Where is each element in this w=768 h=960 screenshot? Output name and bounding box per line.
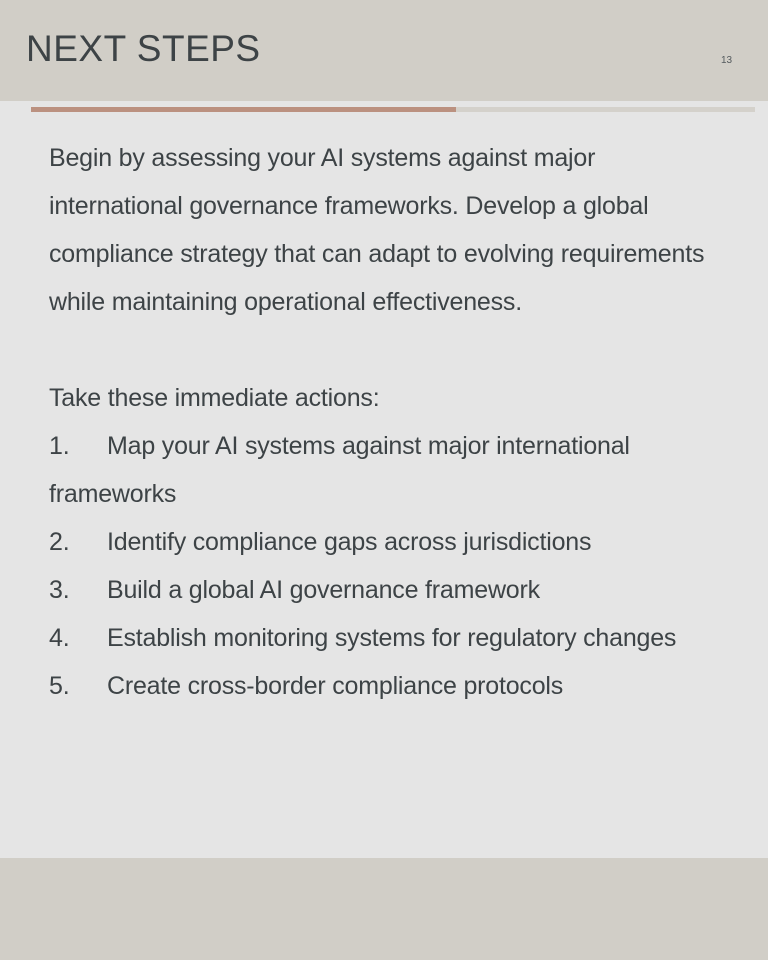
list-item bbox=[49, 518, 729, 566]
list-item-text: Map your AI systems against major international frameworks bbox=[49, 432, 630, 508]
paragraph-spacer bbox=[49, 326, 729, 374]
slide-content bbox=[0, 101, 768, 858]
intro-paragraph: Begin by assessing your AI systems against major international governance frameworks. Develop a global compliance strategy that can adapt to evolving requirements while maintaining operational effectiveness. bbox=[49, 144, 705, 316]
list-item-text: Build a global AI governance framework bbox=[107, 576, 540, 604]
list-item-text: Establish monitoring systems for regulatory changes bbox=[107, 624, 677, 652]
list-item bbox=[49, 566, 729, 614]
list-item-number: 2. bbox=[49, 528, 70, 556]
slide-header bbox=[0, 0, 768, 101]
list-item bbox=[49, 614, 729, 662]
list-item-number: 1. bbox=[49, 432, 70, 460]
slide-footer bbox=[0, 858, 768, 960]
actions-heading: Take these immediate actions: bbox=[49, 384, 380, 412]
list-item-number: 5. bbox=[49, 672, 70, 700]
list-item bbox=[49, 422, 729, 518]
list-item-text: Create cross-border compliance protocols bbox=[107, 672, 564, 700]
list-item-number: 3. bbox=[49, 576, 70, 604]
progress-bar bbox=[31, 107, 755, 112]
list-item bbox=[49, 662, 729, 710]
slide-title: NEXT STEPS bbox=[26, 28, 261, 69]
body-text bbox=[49, 134, 729, 710]
list-item-text: Identify compliance gaps across jurisdictions bbox=[107, 528, 592, 556]
list-item-number: 4. bbox=[49, 624, 70, 652]
progress-fill bbox=[31, 107, 456, 112]
slide-number: 13 bbox=[721, 55, 733, 66]
